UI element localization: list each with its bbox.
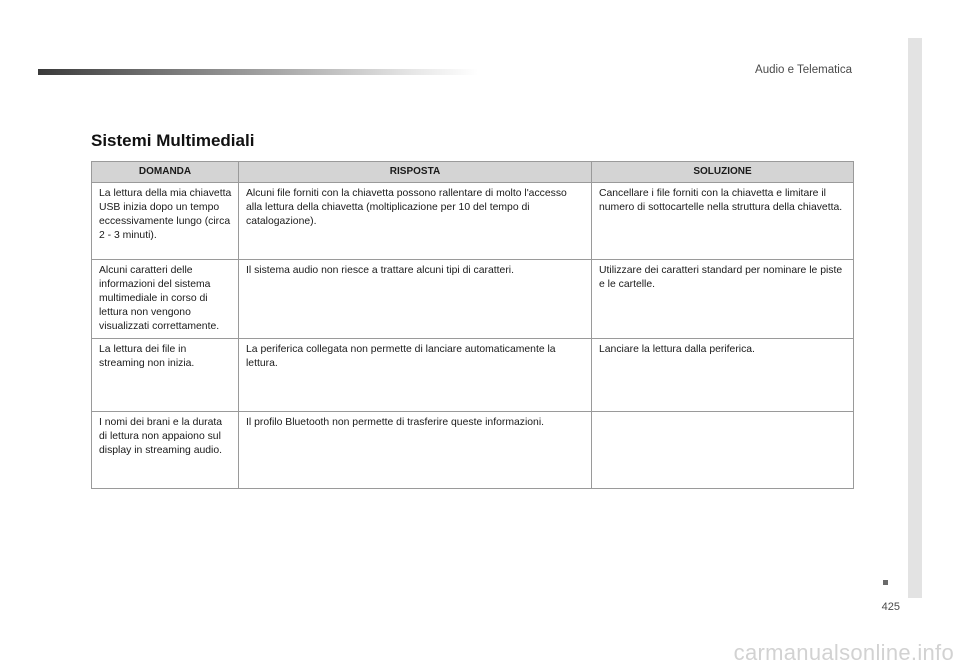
table-header-row (92, 162, 854, 183)
cell-risposta: La periferica collegata non permette di lanciare automaticamente la lettura. (239, 339, 592, 412)
cell-risposta: Il profilo Bluetooth non permette di trasferire queste informazioni. (239, 412, 592, 489)
cell-soluzione: Cancellare i file forniti con la chiavetta e limitare il numero di sottocartelle nella struttura della chiavetta. (592, 183, 854, 260)
page-marker-dot (883, 580, 888, 585)
column-header-domanda: DOMANDA (92, 162, 239, 183)
table-row (92, 183, 854, 260)
cell-domanda: Alcuni caratteri delle informazioni del sistema multimediale in corso di lettura non vengono visualizzati correttamente. (92, 260, 239, 339)
faq-table (91, 161, 854, 489)
cell-soluzione: Lanciare la lettura dalla periferica. (592, 339, 854, 412)
column-header-soluzione: SOLUZIONE (592, 162, 854, 183)
table-row (92, 339, 854, 412)
header-gradient-bar (38, 69, 478, 75)
cell-domanda: La lettura dei file in streaming non inizia. (92, 339, 239, 412)
section-title: Audio e Telematica (755, 64, 852, 76)
page-side-strip (908, 38, 922, 598)
cell-risposta: Alcuni file forniti con la chiavetta possono rallentare di molto l'accesso alla lettura della chiavetta (moltiplicazione per 10 del tempo di catalogazione). (239, 183, 592, 260)
page-number: 425 (881, 601, 900, 613)
cell-soluzione: Utilizzare dei caratteri standard per nominare le piste e le cartelle. (592, 260, 854, 339)
watermark: carmanualsonline.info (733, 640, 954, 665)
cell-risposta: Il sistema audio non riesce a trattare alcuni tipi di caratteri. (239, 260, 592, 339)
table-row (92, 412, 854, 489)
cell-soluzione (592, 412, 854, 489)
column-header-risposta: RISPOSTA (239, 162, 592, 183)
table-row (92, 260, 854, 339)
page-title: Sistemi Multimediali (91, 131, 255, 150)
cell-domanda: I nomi dei brani e la durata di lettura non appaiono sul display in streaming audio. (92, 412, 239, 489)
cell-domanda: La lettura della mia chiavetta USB inizia dopo un tempo eccessivamente lungo (circa 2 - 3 minuti). (92, 183, 239, 260)
